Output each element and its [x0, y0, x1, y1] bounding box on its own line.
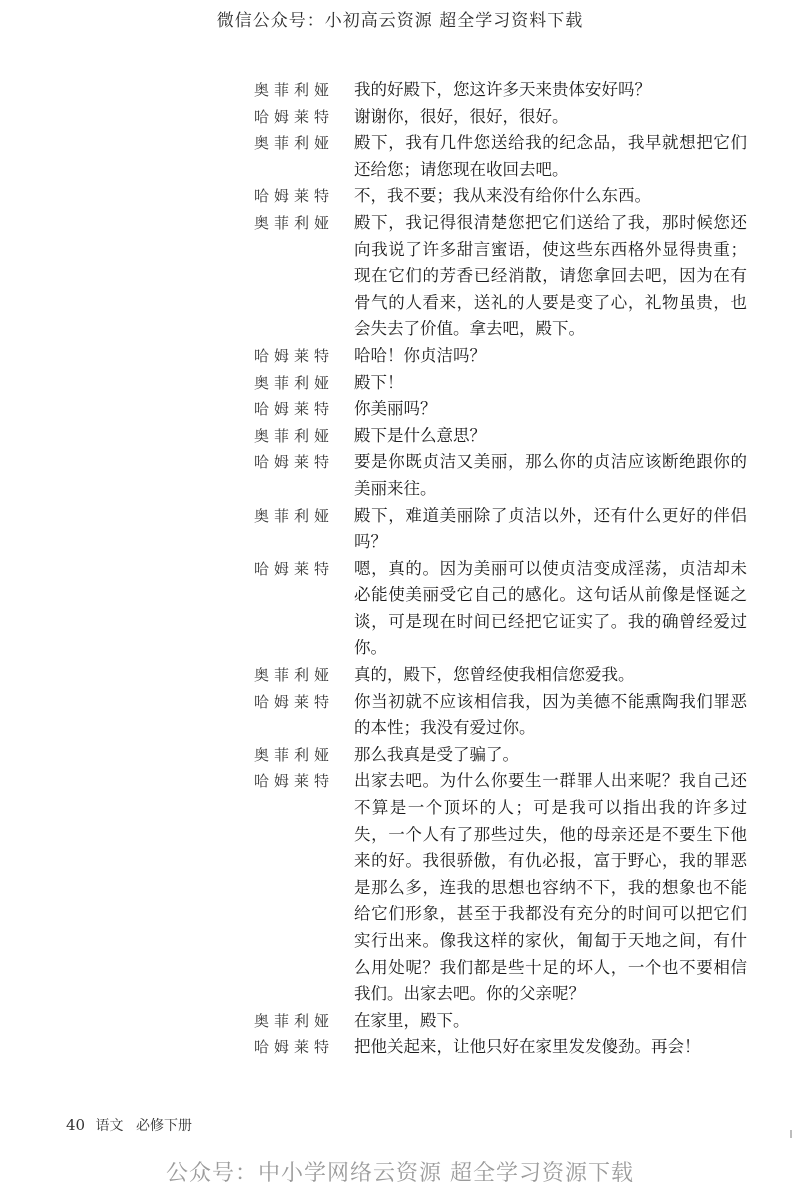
- speech-text: 要是你既贞洁又美丽，那么你的贞洁应该断绝跟你的美丽来往。: [354, 452, 747, 498]
- speaker-name: 奥菲利娅: [254, 213, 335, 232]
- speech-text: 在家里，殿下。: [354, 1010, 470, 1030]
- dialogue-line: [254, 183, 754, 210]
- page-number: 40: [66, 1116, 86, 1134]
- dialogue-line: [254, 556, 754, 662]
- speaker-name: 哈姆莱特: [254, 453, 335, 472]
- speaker-name: 哈姆莱特: [254, 559, 335, 578]
- dialogue-line: [254, 104, 754, 131]
- dialogue-line: [254, 343, 754, 370]
- speech-text: 殿下，我记得很清楚您把它们送给了我，那时候您还向我说了许多甜言蜜语，使这些东西格外显得贵重；现在它们的芳香已经消散，请您拿回去吧，因为在有骨气的人看来，送礼的人要是变了心，礼物虽贵，也会失去了价值。拿去吧，殿下。: [354, 212, 747, 339]
- speech-text: 嗯，真的。因为美丽可以使贞洁变成淫荡，贞洁却未必能使美丽受它自己的感化。这句话从前像是怪诞之谈，可是现在时间已经把它证实了。我的确曾经爱过你。: [354, 558, 747, 658]
- speaker-name: 哈姆莱特: [254, 346, 335, 365]
- dialogue-line: [254, 662, 754, 689]
- speaker-name: 哈姆莱特: [254, 107, 335, 126]
- volume-label: 必修下册: [136, 1118, 192, 1134]
- speaker-name: 奥菲利娅: [254, 745, 335, 764]
- speaker-name: 奥菲利娅: [254, 373, 335, 392]
- speech-text: 你当初就不应该相信我，因为美德不能熏陶我们罪恶的本性；我没有爱过你。: [354, 691, 747, 738]
- dialogue-line: [254, 210, 754, 343]
- dialogue-list: [254, 77, 754, 1061]
- speech-text: 不，我不要；我从来没有给你什么东西。: [354, 186, 651, 206]
- speaker-name: 奥菲利娅: [254, 1011, 335, 1030]
- speech-text: 哈哈！你贞洁吗？: [354, 345, 486, 365]
- speaker-name: 哈姆莱特: [254, 772, 335, 791]
- dialogue-line: [254, 503, 754, 556]
- speech-text: 殿下是什么意思？: [354, 425, 486, 445]
- dialogue-line: [254, 370, 754, 397]
- speech-text: 殿下！: [354, 372, 404, 392]
- speaker-name: 哈姆莱特: [254, 692, 335, 711]
- dialogue-line: [254, 449, 754, 502]
- header-banner: 微信公众号：小初高云资源 超全学习资料下载: [216, 11, 584, 31]
- speaker-name: 奥菲利娅: [254, 134, 335, 153]
- speaker-name: 奥菲利娅: [254, 81, 335, 99]
- speech-text: 我的好殿下，您这许多天来贵体安好吗？: [354, 80, 651, 99]
- dialogue-line: [254, 742, 754, 769]
- speaker-name: 奥菲利娅: [254, 506, 335, 525]
- speaker-name: 哈姆莱特: [254, 187, 335, 206]
- speech-text: 真的，殿下，您曾经使我相信您爱我。: [354, 665, 635, 685]
- page-footer: [66, 1115, 192, 1135]
- dialogue-line: [254, 130, 754, 183]
- speaker-name: 奥菲利娅: [254, 666, 335, 685]
- dialogue-line: [254, 77, 754, 104]
- dialogue-line: [254, 1034, 754, 1061]
- subject-label: 语文: [95, 1118, 124, 1134]
- dialogue-line: [254, 768, 754, 1007]
- dialogue-line: [254, 423, 754, 450]
- speech-text: 你美丽吗？: [354, 399, 437, 419]
- speech-text: 殿下，难道美丽除了贞洁以外，还有什么更好的伴侣吗？: [354, 505, 747, 552]
- speech-text: 那么我真是受了骗了。: [354, 744, 519, 764]
- scan-mark: [790, 1130, 792, 1138]
- speaker-name: 哈姆莱特: [254, 400, 335, 419]
- dialogue-line: [254, 1008, 754, 1035]
- speech-text: 出家去吧。为什么你要生一群罪人出来呢？我自己还不算是一个顶坏的人；可是我可以指出我的许多过失，一个人有了那些过失，他的母亲还是不要生下他来的好。我很骄傲，有仇必报，富于野心，我的罪恶是那么多，连我的思想也容纳不下，我的想象也不能给它们形象，甚至于我都没有充分的时间可以把它们实行出来。像我这样的家伙，匍匐于天地之间，有什么用处呢？我们都是些十足的坏人，一个也不要相信我们。出家去吧。你的父亲呢？: [354, 771, 747, 1004]
- bottom-watermark: 公众号：中小学网络云资源 超全学习资源下载: [166, 1161, 634, 1186]
- speaker-name: 奥菲利娅: [254, 426, 335, 445]
- speaker-name: 哈姆莱特: [254, 1038, 335, 1057]
- dialogue-line: [254, 689, 754, 742]
- speech-text: 殿下，我有几件您送给我的纪念品，我早就想把它们还给您；请您现在收回去吧。: [354, 133, 747, 179]
- speech-text: 谢谢你，很好，很好，很好。: [354, 106, 569, 126]
- dialogue-line: [254, 396, 754, 423]
- speech-text: 把他关起来，让他只好在家里发发傻劲。再会！: [354, 1037, 701, 1057]
